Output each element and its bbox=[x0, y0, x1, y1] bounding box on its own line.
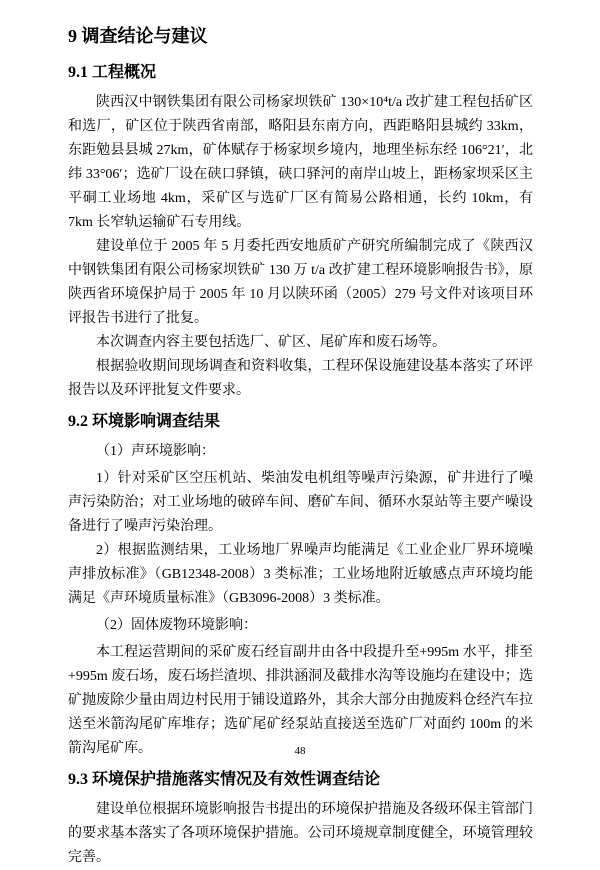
section-heading-9-3: 9.3 环境保护措施落实情况及有效性调查结论 bbox=[68, 771, 381, 788]
section-heading-9-2: 9.2 环境影响调查结果 bbox=[68, 413, 221, 430]
label-solid-waste: （2）固体废物环境影响： bbox=[96, 618, 257, 633]
paragraph-solid-waste-handling: 本工程运营期间的采矿废石经盲副井由各中段提升至+995m 水平，排至+995m 废石场，废石场拦渣坝、排洪涵洞及截排水沟等设施均在建设中；选矿抛废除少量由周边村民用于铺设道路外，其余大部分由抛废料仓经汽车拉送至米箭沟尾矿库堆存；选矿尾矿经泵站直接送至选矿厂对面约 100m 的米箭沟尾矿库。 bbox=[68, 645, 533, 756]
paragraph-eia-report-approval: 建设单位于 2005 年 5 月委托西安地质矿产研究所编制完成了《陕西汉中钢铁集团有限公司杨家坝铁矿 130 万 t/a 改扩建工程环境影响报告书》，原陕西省环境保护局于 2005 年 10 月以陕环函（2005）279 号文件对该项目环评报告书进行了批复。 bbox=[68, 239, 533, 326]
paragraph-noise-monitoring: 2）根据监测结果，工业场地厂界噪声均能满足《工业企业厂界环境噪声排放标准》（GB12348-2008）3 类标准；工业场地附近敏感点声环境均能满足《声环境质量标准》（GB3096-2008）3 类标准。 bbox=[68, 543, 533, 606]
paragraph-measures-conclusion: 建设单位根据环境影响报告书提出的环境保护措施及各级环保主管部门的要求基本落实了各项环境保护措施。公司环境规章制度健全，环境管理较完善。 bbox=[68, 802, 533, 865]
page-number: 48 bbox=[294, 745, 306, 757]
paragraph-project-overview: 陕西汉中钢铁集团有限公司杨家坝铁矿 130×10⁴t/a 改扩建工程包括矿区和选厂，矿区位于陕西省南部，略阳县东南方向，西距略阳县城约 33km，东距勉县县城 27km，矿体赋存于杨家坝乡境内，地理坐标东经 106°21′，北纬 33°06′；选矿厂设在硖口驿镇，硖口驿河的南岸山坡上，距杨家坝采区主平硐工业场地 4km，采矿区与选矿厂区有简易公路相通，长约 10km，有 7km 长窄轨运输矿石专用线。 bbox=[68, 95, 533, 230]
chapter-heading: 9 调查结论与建议 bbox=[68, 26, 208, 46]
label-acoustic-environment: （1）声环境影响： bbox=[96, 444, 215, 459]
section-heading-9-1: 9.1 工程概况 bbox=[68, 64, 157, 81]
paragraph-noise-prevention: 1）针对采矿区空压机站、柴油发电机组等噪声污染源，矿井进行了噪声污染防治；对工业场地的破碎车间、磨矿车间、循环水泵站等主要产噪设备进行了噪声污染治理。 bbox=[68, 471, 533, 534]
paragraph-site-survey-conclusion: 根据验收期间现场调查和资料收集，工程环保设施建设基本落实了环评报告以及环评批复文件要求。 bbox=[68, 359, 533, 398]
paragraph-survey-scope: 本次调查内容主要包括选厂、矿区、尾矿库和废石场等。 bbox=[96, 335, 446, 350]
